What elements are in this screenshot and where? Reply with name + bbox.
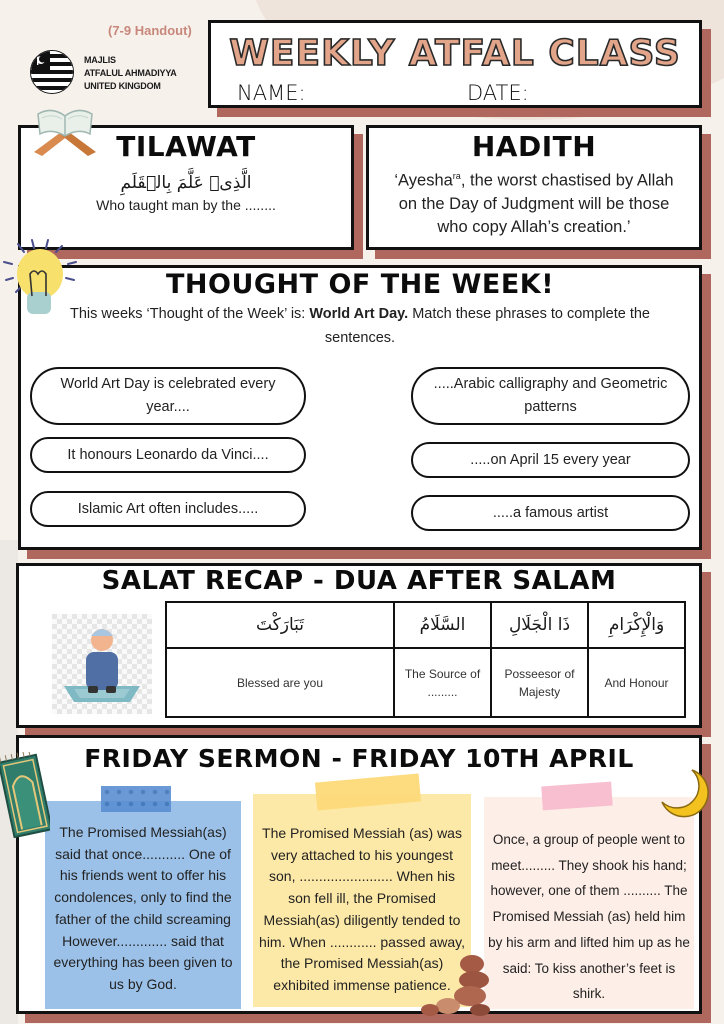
page-title: WEEKLY ATFAL CLASS bbox=[229, 33, 681, 74]
name-field-label: NAME: bbox=[237, 81, 306, 105]
prayer-mat-icon bbox=[0, 752, 50, 838]
match-phrase-right-2[interactable]: .....on April 15 every year bbox=[411, 442, 690, 478]
hadith-title: HADITH bbox=[471, 130, 597, 163]
date-field-label: DATE: bbox=[467, 81, 529, 105]
praying-child-icon bbox=[52, 614, 152, 714]
dua-english-row bbox=[166, 648, 685, 717]
sermon-note-yellow: The Promised Messiah (as) was very attached to his youngest son, ........................ When his son fell ill, the Promised Messiah(as) diligently tended to him. When ............ passed away, the Promised Messiah(as) exhibited immense patience. bbox=[253, 794, 471, 1007]
dua-arabic-cell: وَالْإِكْرَامِ bbox=[588, 602, 685, 648]
match-phrase-left-2[interactable]: It honours Leonardo da Vinci.... bbox=[30, 437, 306, 473]
org-line: UNITED KINGDOM bbox=[84, 81, 161, 91]
atfal-flag-logo-icon bbox=[30, 50, 74, 94]
thought-title: THOUGHT OF THE WEEK! bbox=[165, 269, 555, 300]
light-bulb-icon bbox=[2, 236, 82, 316]
salat-title: SALAT RECAP - DUA AFTER SALAM bbox=[101, 566, 617, 596]
hadith-text: ‘Ayesha$^{ra}$, the worst chastised by Allah on the Day of Judgment will be those who copy Allah’s creation.’ bbox=[394, 171, 674, 236]
tilawat-title: TILAWAT bbox=[116, 130, 256, 163]
org-line: MAJLIS bbox=[84, 55, 116, 65]
dua-arabic-cell: السَّلَامُ bbox=[394, 602, 491, 648]
tilawat-translation: Who taught man by the ........ bbox=[96, 197, 276, 213]
org-line: ATFALUL AHMADIYYA bbox=[84, 68, 177, 78]
sermon-title: FRIDAY SERMON - FRIDAY 10TH APRIL bbox=[84, 744, 634, 773]
dua-table bbox=[165, 601, 686, 718]
blue-tape-decoration bbox=[101, 786, 171, 812]
sermon-note-pink: Once, a group of people went to meet......... They shook his hand; however, one of them .......... The Promised Messiah (as) held him by his arm and lifted him up as he said: To kiss another’s feet is shirk. bbox=[484, 797, 694, 1009]
match-phrase-left-1[interactable]: World Art Day is celebrated every year.... bbox=[30, 367, 306, 425]
dua-english-cell: And Honour bbox=[588, 648, 685, 717]
salat-recap-card bbox=[16, 563, 702, 728]
match-phrase-left-3[interactable]: Islamic Art often includes..... bbox=[30, 491, 306, 527]
thought-intro: This weeks ‘Thought of the Week’ is: World Art Day. Match these phrases to complete the sentences. bbox=[70, 306, 650, 346]
thought-of-the-week-card bbox=[18, 265, 702, 550]
header-card bbox=[208, 20, 702, 108]
pink-tape-decoration bbox=[541, 782, 613, 811]
quran-stand-icon bbox=[28, 104, 102, 156]
hadith-card bbox=[366, 125, 702, 250]
dua-english-cell: Posseesor of Majesty bbox=[491, 648, 588, 717]
sermon-note-blue: The Promised Messiah(as) said that once........... One of his friends went to offer his condolences, only to find the father of the child screaming However............. said that everything has been given to us by God. bbox=[45, 801, 241, 1009]
friday-sermon-card bbox=[16, 735, 702, 1014]
dua-english-cell: Blessed are you bbox=[166, 648, 394, 717]
crescent-moon-icon bbox=[660, 768, 710, 818]
match-phrase-right-1[interactable]: .....Arabic calligraphy and Geometric patterns bbox=[411, 367, 690, 425]
dua-english-cell: The Source of ......... bbox=[394, 648, 491, 717]
stacked-stones-icon bbox=[414, 952, 494, 1018]
dua-arabic-cell: ذَا الْجَلَالِ bbox=[491, 602, 588, 648]
organisation-name bbox=[84, 54, 177, 93]
handout-tag: (7-9 Handout) bbox=[108, 23, 192, 38]
tilawat-arabic-verse: الَّذِیۡ عَلَّمَ بِالۡقَلَمِ bbox=[120, 173, 252, 193]
dua-arabic-row bbox=[166, 602, 685, 648]
match-phrase-right-3[interactable]: .....a famous artist bbox=[411, 495, 690, 531]
dua-arabic-cell: تَبَارَكْتَ bbox=[166, 602, 394, 648]
